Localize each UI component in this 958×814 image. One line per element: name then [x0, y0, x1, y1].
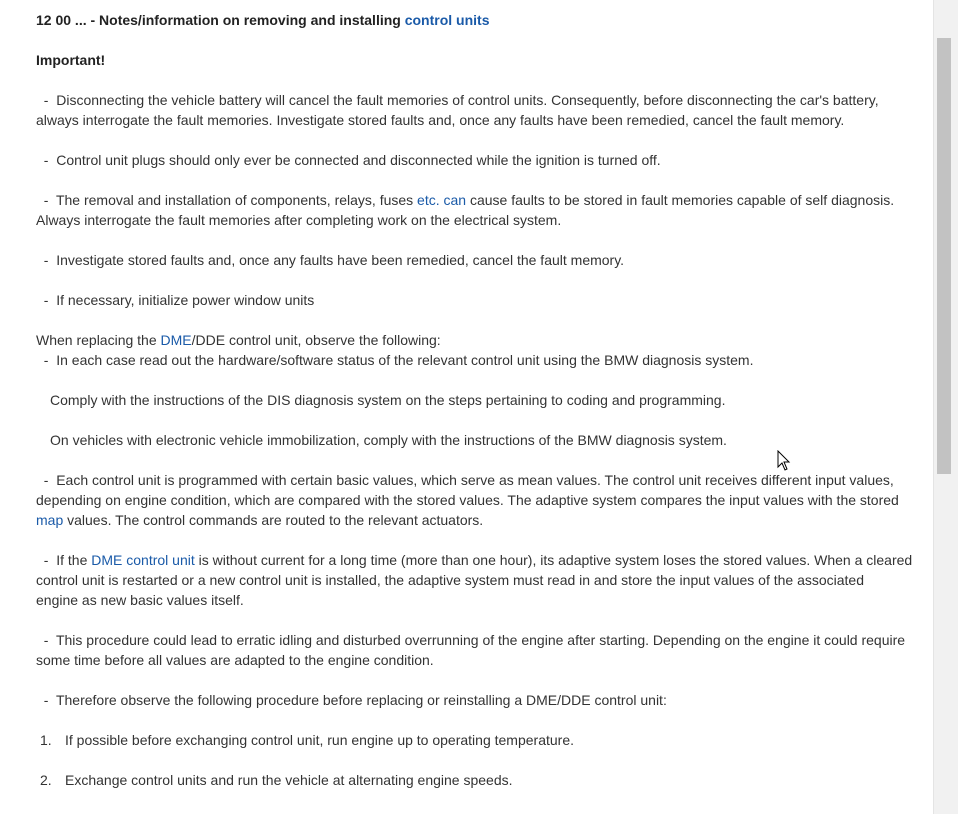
paragraph-without-current-pre: - If the: [36, 552, 92, 568]
spacer: [36, 310, 922, 330]
page-title-text: 12 00 ... - Notes/information on removing and installing: [36, 12, 405, 28]
dme-link[interactable]: DME: [160, 332, 192, 348]
bullet-plugs: - Control unit plugs should only ever be connected and disconnected while the ignition is turned off.: [36, 152, 661, 168]
spacer: [36, 670, 922, 690]
vertical-scrollbar[interactable]: [933, 0, 958, 814]
spacer: [36, 170, 922, 190]
spacer: [36, 230, 922, 250]
bullet-investigate: - Investigate stored faults and, once any faults have been remedied, cancel the fault memory.: [36, 252, 625, 268]
document-content: [36, 10, 922, 790]
map-link[interactable]: map: [36, 512, 64, 528]
spacer: [36, 70, 922, 90]
dme-step-immobilization: On vehicles with electronic vehicle immobilization, comply with the instructions of the BMW diagnosis system.: [50, 432, 727, 448]
bullet-battery-line-1: - Disconnecting the vehicle battery will cancel the fault memories of control units. Consequently, before disconnecting the car's battery,: [36, 92, 879, 108]
spacer: [36, 610, 922, 630]
mouse-pointer-icon: [777, 450, 791, 472]
list-item-number: 1.: [40, 732, 52, 748]
list-item: [36, 730, 922, 750]
paragraph-without-current-line-2: control unit is restarted or a new control unit is installed, the adaptive system must read in and store the input values of the associated: [36, 572, 865, 588]
spacer: [36, 710, 922, 730]
dme-step-comply-dis: Comply with the instructions of the DIS diagnosis system on the steps pertaining to coding and programming.: [50, 392, 726, 408]
bullet-removal-line-2: Always interrogate the fault memories after completing work on the electrical system.: [36, 212, 562, 228]
spacer: [36, 750, 922, 770]
list-item-text: Exchange control units and run the vehicle at alternating engine speeds.: [65, 772, 513, 788]
page-title: [36, 10, 922, 30]
bullet-removal-text-post: cause faults to be stored in fault memories capable of self diagnosis.: [466, 192, 895, 208]
spacer: [36, 270, 922, 290]
bullet-removal-line-1: [36, 190, 922, 210]
scrollbar-thumb[interactable]: [937, 38, 951, 474]
bullet-power-window: - If necessary, initialize power window units: [36, 292, 315, 308]
list-item: [36, 770, 922, 790]
spacer: [36, 530, 922, 550]
spacer: [36, 130, 922, 150]
paragraph-without-current-post: is without current for a long time (more than one hour), its adaptive system loses the stored values. When a cleared: [194, 552, 913, 568]
spacer: [36, 410, 922, 430]
dme-intro-post: /DDE control unit, observe the following:: [191, 332, 441, 348]
paragraph-procedure-intro: - Therefore observe the following procedure before replacing or reinstalling a DME/DDE control unit:: [36, 692, 667, 708]
paragraph-basic-values-line-3: [36, 510, 922, 530]
list-item-text: If possible before exchanging control unit, run engine up to operating temperature.: [65, 732, 574, 748]
etc-link[interactable]: etc.: [417, 192, 440, 208]
dme-control-unit-link[interactable]: DME control unit: [91, 552, 195, 568]
paragraph-basic-values-line-3-text: values. The control commands are routed to the relevant actuators.: [63, 512, 484, 528]
control-units-link[interactable]: control units: [404, 12, 490, 28]
bullet-battery-line-2: always interrogate the fault memories. Investigate stored faults and, once any faults have been remedied, cancel the fault memory.: [36, 112, 845, 128]
can-link[interactable]: can: [443, 192, 467, 208]
paragraph-erratic-idling-line-1: - This procedure could lead to erratic idling and disturbed overrunning of the engine after starting. Depending on the engine it could require: [36, 632, 906, 648]
dme-intro: [36, 330, 922, 350]
spacer: [36, 370, 922, 390]
paragraph-erratic-idling-line-2: some time before all values are adapted to the engine condition.: [36, 652, 434, 668]
dme-intro-pre: When replacing the: [36, 332, 161, 348]
dme-step-read-status: - In each case read out the hardware/software status of the relevant control unit using the BMW diagnosis system.: [36, 352, 754, 368]
important-label: Important!: [36, 52, 106, 68]
list-item-number: 2.: [40, 772, 52, 788]
paragraph-basic-values-line-1: - Each control unit is programmed with certain basic values, which serve as mean values. The control unit receives different input values,: [36, 472, 894, 488]
bullet-removal-text-pre: - The removal and installation of components, relays, fuses: [36, 192, 418, 208]
spacer: [36, 30, 922, 50]
paragraph-without-current-line-1: [36, 550, 922, 570]
paragraph-without-current-line-3: engine as new basic values itself.: [36, 592, 244, 608]
paragraph-basic-values-line-2: depending on engine condition, which are compared with the stored values. The adaptive system compares the input values with the stored: [36, 492, 899, 508]
